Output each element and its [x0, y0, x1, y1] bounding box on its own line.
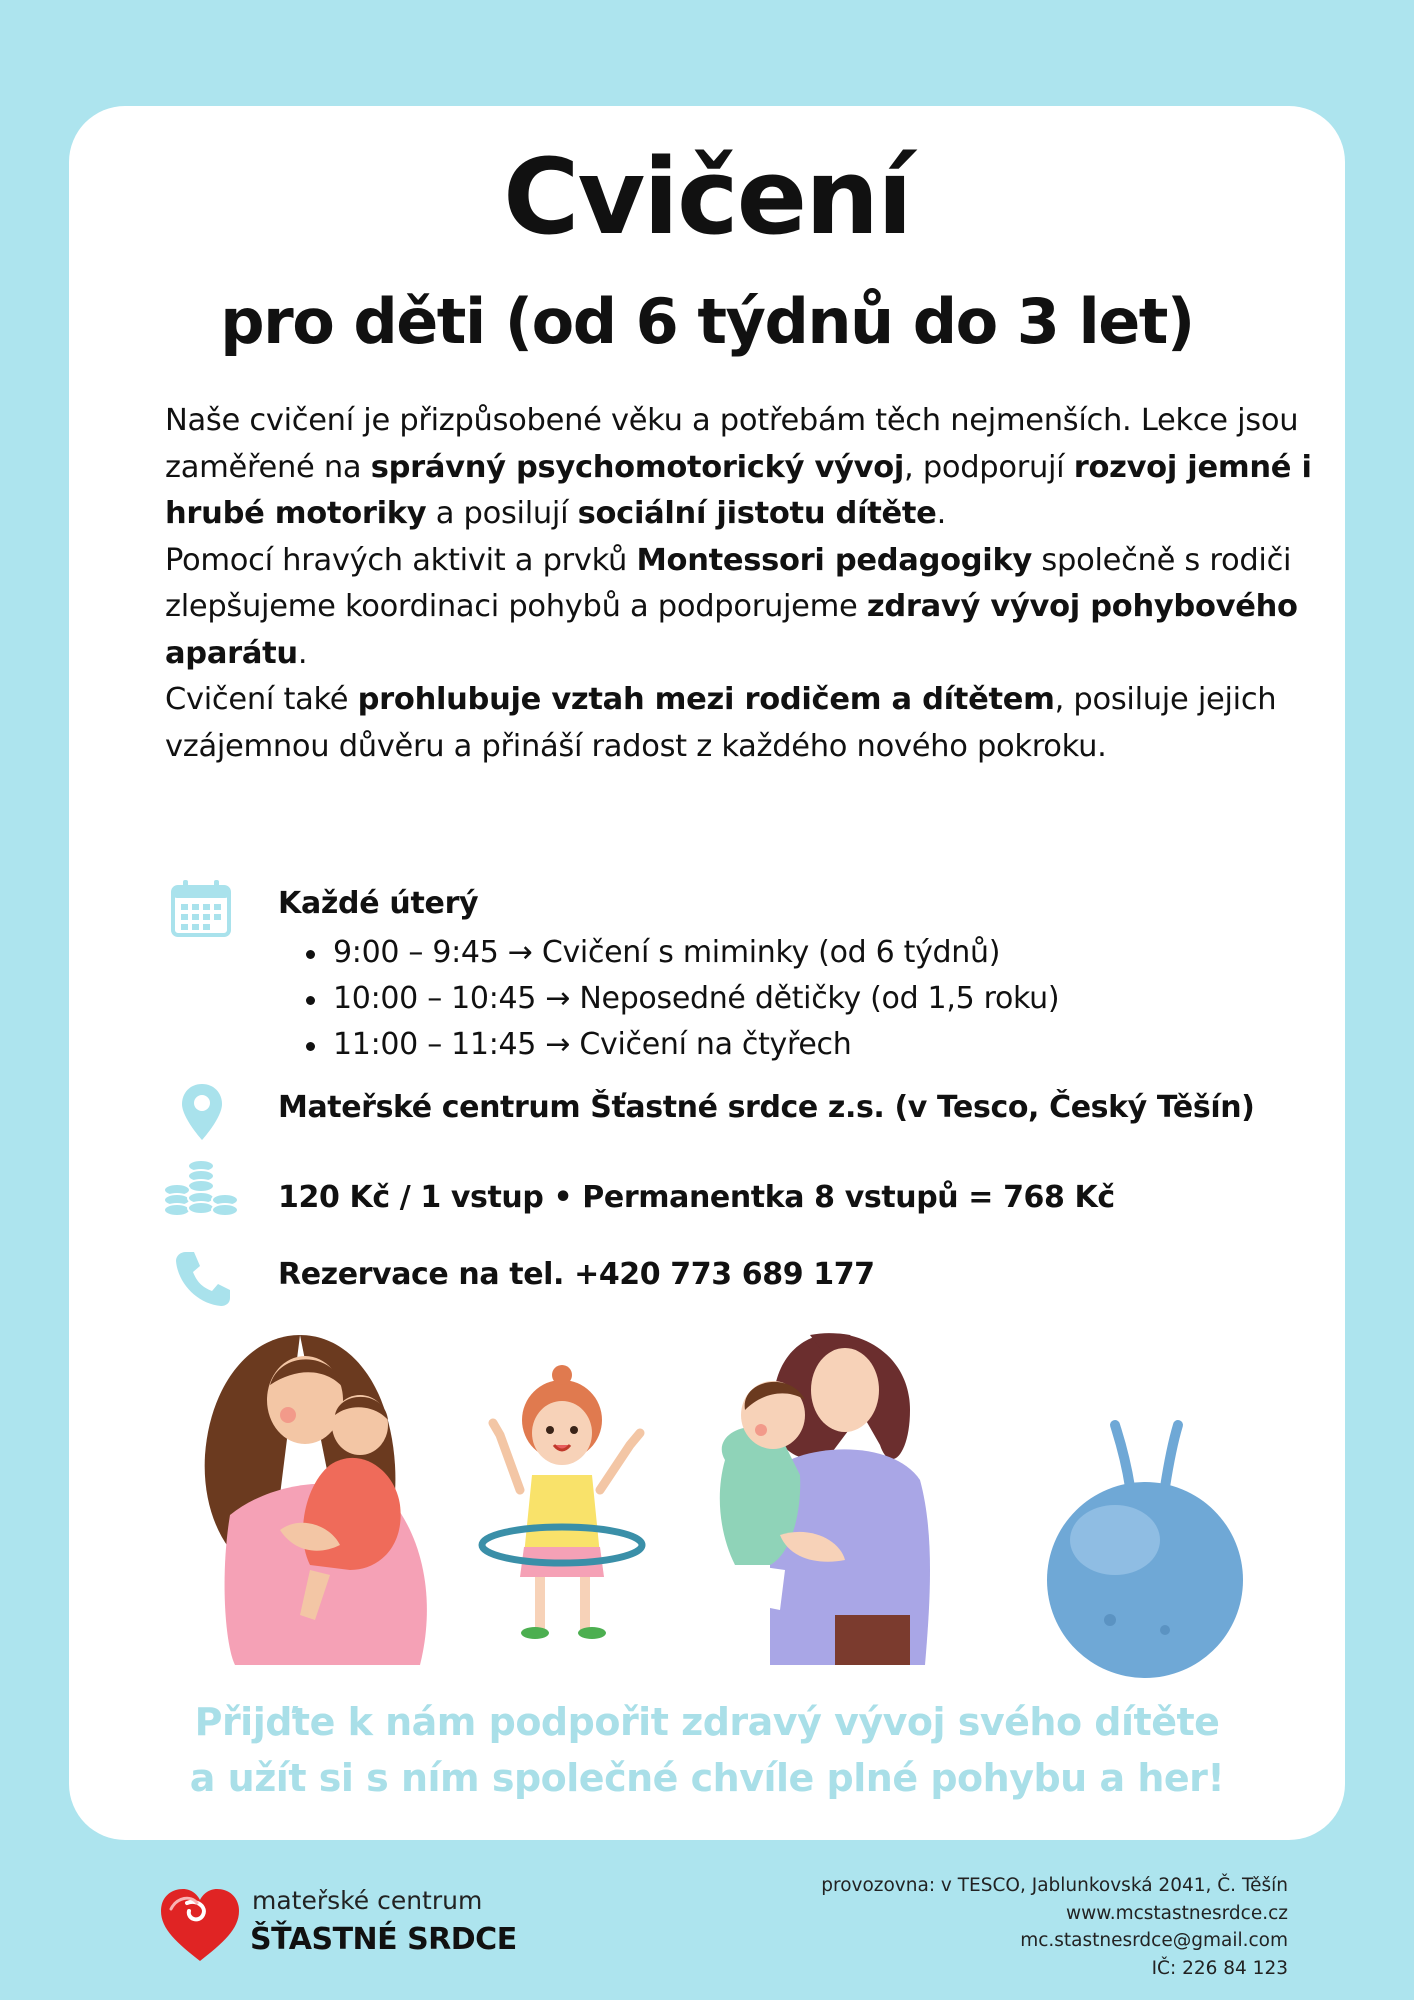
coins-icon [163, 1158, 241, 1222]
logo-text-bottom: ŠŤASTNÉ SRDCE [250, 1922, 517, 1957]
schedule-item: 10:00 – 10:45 → Neposedné dětičky (od 1,5 roku) [300, 976, 1059, 1022]
contact-email[interactable]: mc.stastnesrdce@gmail.com [1020, 1930, 1288, 1951]
contact-ic: IČ: 226 84 123 [1151, 1957, 1288, 1979]
schedule-item: 9:00 – 9:45 → Cvičení s miminky (od 6 týdnů) [300, 930, 1059, 976]
page-title: Cvičení [503, 136, 911, 258]
slogan-line-1: Přijďte k nám podpořit zdravý vývoj svého dítěte [194, 1700, 1220, 1744]
location-text: Mateřské centrum Šťastné srdce z.s. (v Tesco, Český Těšín) [278, 1090, 1255, 1125]
mother-child-illustration [720, 1333, 930, 1665]
intro-paragraph-2: Pomocí hravých aktivit a prvků Montessori pedagogiky společně s rodiči zlepšujeme koordinaci pohybů a podporujeme zdravý vývoj pohybového aparátu. [165, 542, 1298, 671]
calendar-icon [170, 878, 234, 940]
schedule-list [300, 930, 1059, 1068]
logo-text-top: mateřské centrum [252, 1886, 483, 1915]
contact-website[interactable]: www.mcstastnesrdce.cz [1066, 1902, 1288, 1924]
phone-icon [172, 1248, 234, 1310]
slogan-line-2: a užít si s ním společné chvíle plné pohybu a her! [189, 1756, 1225, 1800]
mother-baby-illustration [205, 1335, 427, 1665]
schedule-heading: Každé úterý [278, 886, 479, 921]
price-text: 120 Kč / 1 vstup • Permanentka 8 vstupů = 768 Kč [278, 1180, 1115, 1215]
contact-info [821, 1872, 1288, 1982]
reservation-text: Rezervace na tel. +420 773 689 177 [278, 1257, 875, 1292]
page-subtitle: pro děti (od 6 týdnů do 3 let) [220, 285, 1194, 358]
contact-address: provozovna: v TESCO, Jablunkovská 2041, Č. Těšín [821, 1875, 1288, 1896]
location-pin-icon [180, 1082, 224, 1142]
intro-paragraph-3: Cvičení také prohlubuje vztah mezi rodičem a dítětem, posiluje jejich vzájemnou důvěru a přináší radost z každého nového pokroku. [165, 682, 1277, 764]
family-illustration [190, 1315, 1260, 1685]
intro-text [165, 398, 1315, 770]
girl-hoop-illustration [482, 1365, 642, 1639]
exercise-ball-illustration [1047, 1425, 1243, 1678]
heart-logo-icon [157, 1885, 243, 1965]
intro-paragraph-1: Naše cvičení je přizpůsobené věku a potřebám těch nejmenších. Lekce jsou zaměřené na správný psychomotorický vývoj, podporují rozvoj jemné i hrubé motoriky a posilují sociální jistotu dítěte. [165, 403, 1312, 531]
schedule-item: 11:00 – 11:45 → Cvičení na čtyřech [300, 1022, 1059, 1068]
